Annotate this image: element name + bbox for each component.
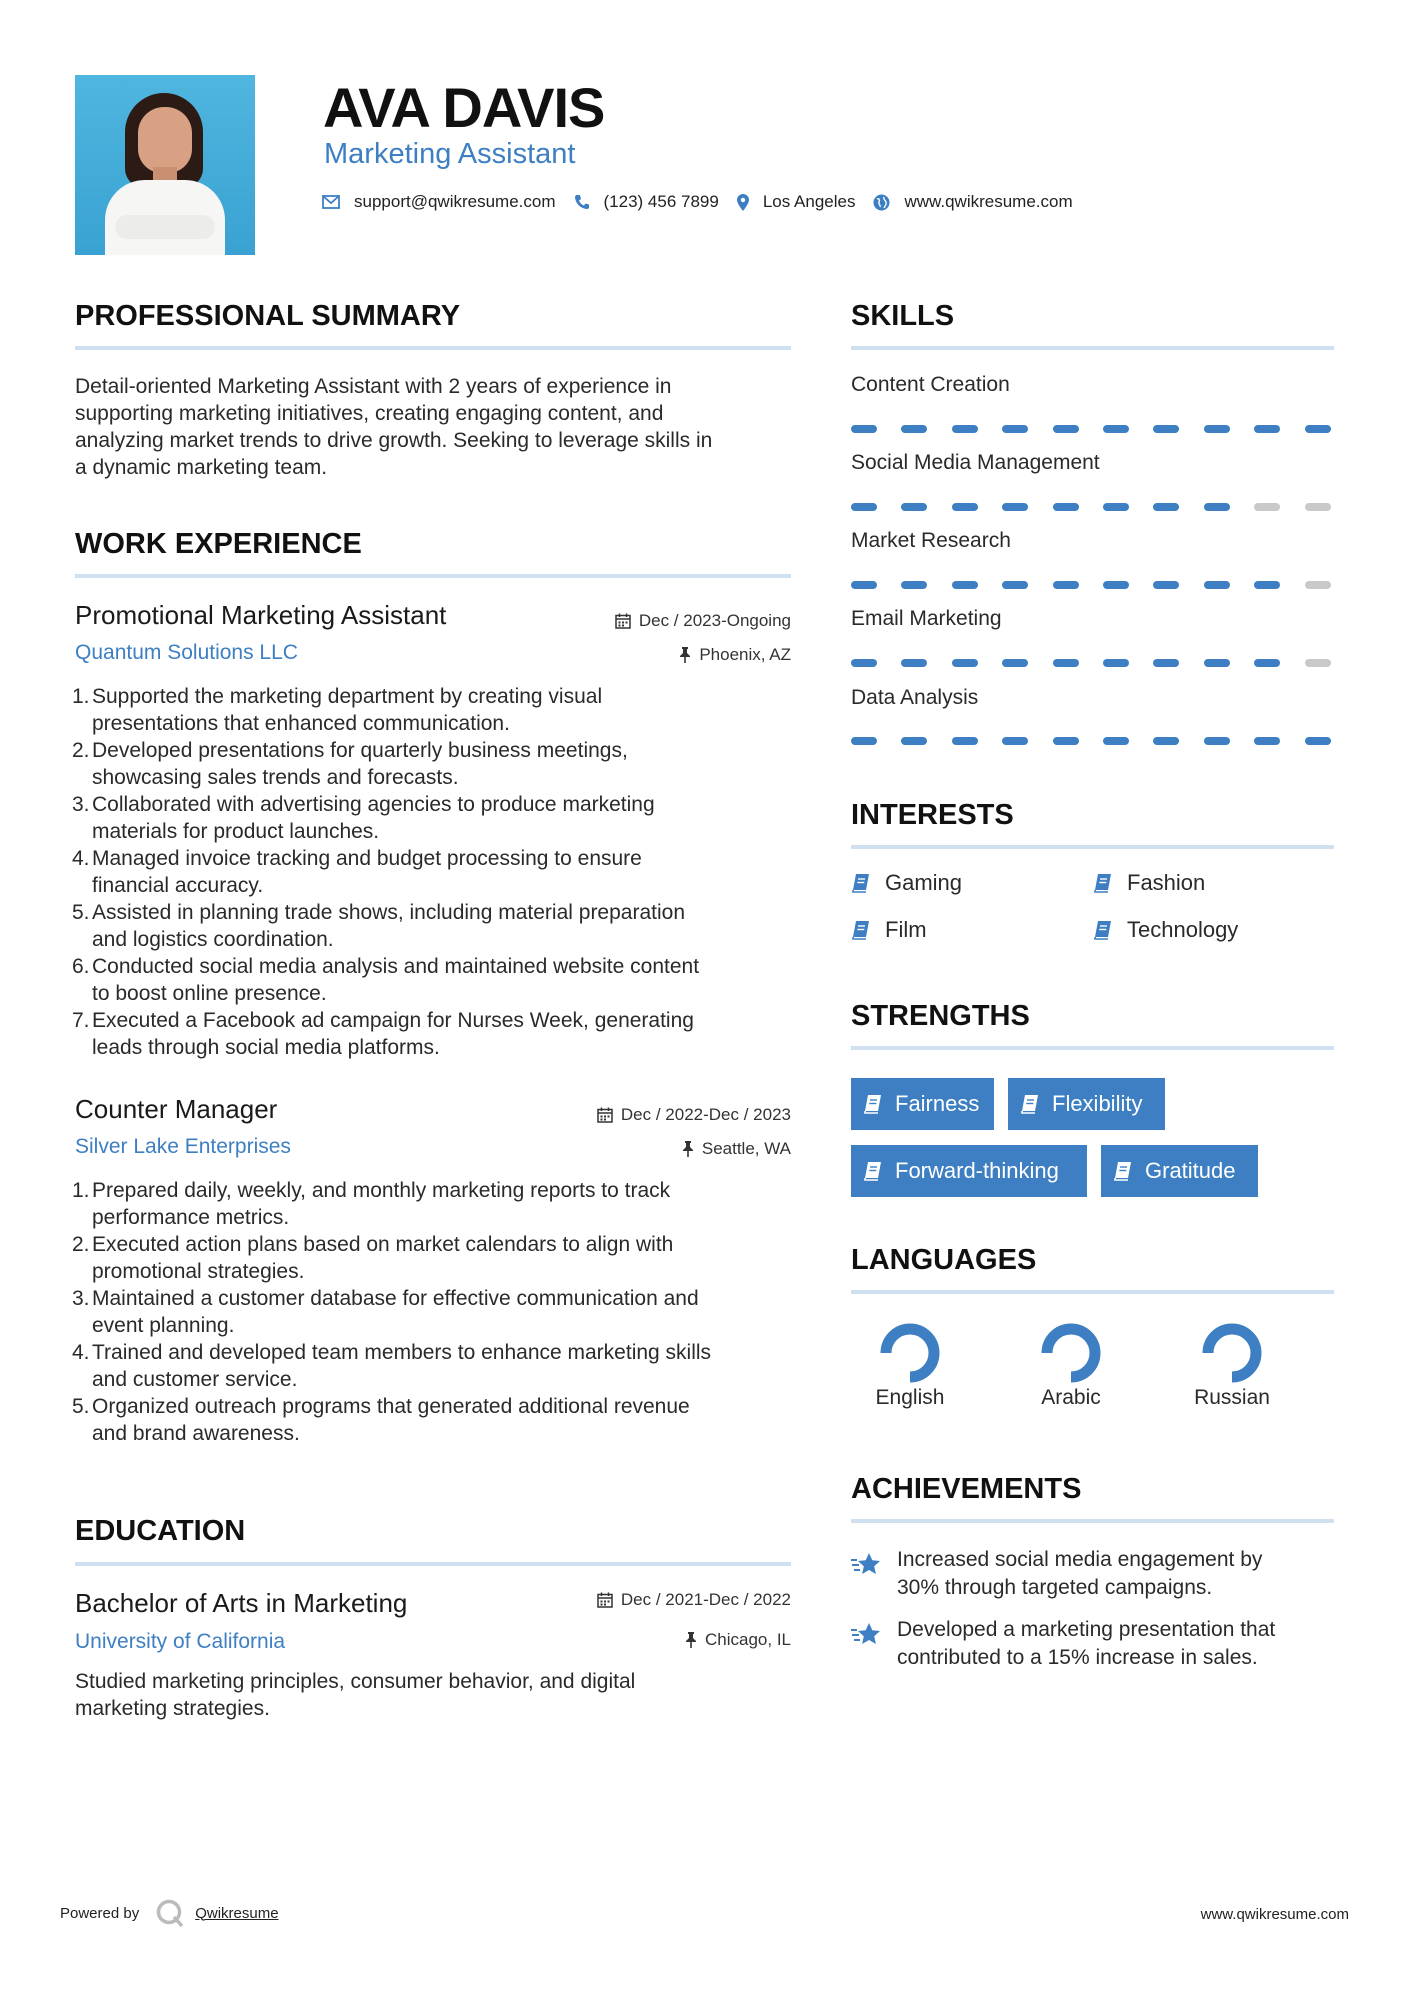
skill-dot-filled <box>1153 581 1179 589</box>
skill-label: Email Marketing <box>851 607 1002 630</box>
skill-dot-filled <box>1103 737 1129 745</box>
skill-dot-filled <box>1204 659 1230 667</box>
footer-powered-by <box>60 1898 279 1928</box>
skill-dot-filled <box>1103 659 1129 667</box>
education-rule <box>75 1562 791 1566</box>
pushpin-icon <box>685 1632 697 1648</box>
skill-label: Market Research <box>851 529 1011 552</box>
pushpin-icon <box>682 1141 694 1157</box>
book-icon <box>863 1094 883 1114</box>
achievements-rule <box>851 1519 1334 1523</box>
skill-dot-filled <box>952 581 978 589</box>
job-location: Phoenix, AZ <box>679 645 791 665</box>
interest-item: Technology <box>1093 917 1238 943</box>
school-name: University of California <box>75 1630 286 1653</box>
star-badge-icon <box>851 1622 883 1648</box>
contact-phone-text: (123) 456 7899 <box>603 192 719 211</box>
education-location: Chicago, IL <box>685 1630 791 1650</box>
education-dates: Dec / 2021-Dec / 2022 <box>597 1590 791 1610</box>
list-item: 2. Executed action plans based on market calendars to align with promotional strategies. <box>72 1233 674 1283</box>
book-icon <box>1113 1161 1133 1181</box>
interests-heading: INTERESTS <box>851 799 1014 831</box>
education-heading: EDUCATION <box>75 1515 246 1547</box>
skill-rating <box>851 425 1355 433</box>
contact-location-text: Los Angeles <box>762 192 856 211</box>
contact-website[interactable] <box>873 192 1072 212</box>
skill-rating <box>851 737 1355 745</box>
skill-dot-filled <box>1254 425 1280 433</box>
skill-dot-filled <box>1153 425 1179 433</box>
summary-rule <box>75 346 791 350</box>
skill-label: Content Creation <box>851 373 1010 396</box>
calendar-icon <box>597 1107 613 1123</box>
list-item: 4. Trained and developed team members to enhance marketing skills and customer service. <box>72 1341 712 1391</box>
skill-dot-filled <box>901 659 927 667</box>
language-level-ring <box>1201 1322 1263 1384</box>
job-bullets <box>72 683 792 1061</box>
summary-heading: PROFESSIONAL SUMMARY <box>75 300 461 332</box>
interest-item: Film <box>851 917 927 943</box>
skill-label: Data Analysis <box>851 686 979 709</box>
skill-dot-filled <box>851 737 877 745</box>
book-icon <box>863 1161 883 1181</box>
skill-rating <box>851 581 1355 589</box>
skill-dot-filled <box>1103 581 1129 589</box>
footer-brand-link[interactable]: Qwikresume <box>195 1904 279 1922</box>
book-icon <box>851 920 871 940</box>
skill-dot-empty <box>1305 659 1331 667</box>
skill-dot-filled <box>952 737 978 745</box>
achievements-heading: ACHIEVEMENTS <box>851 1473 1082 1505</box>
pushpin-icon <box>679 647 691 663</box>
language-item: English <box>850 1322 970 1410</box>
list-item: 3. Collaborated with advertising agencies to produce marketing materials for product launches. <box>72 793 655 843</box>
achievement-item: Developed a marketing presentation that contributed to a 15% increase in sales. <box>851 1616 1347 1672</box>
calendar-icon <box>597 1592 613 1608</box>
job-dates: Dec / 2022-Dec / 2023 <box>597 1105 791 1125</box>
achievement-item: Increased social media engagement by 30% through targeted campaigns. <box>851 1546 1347 1602</box>
experience-heading: WORK EXPERIENCE <box>75 528 362 560</box>
degree-title: Bachelor of Arts in Marketing <box>75 1588 408 1618</box>
job-company: Quantum Solutions LLC <box>75 641 298 664</box>
skill-dot-empty <box>1305 503 1331 511</box>
skill-dot-filled <box>901 503 927 511</box>
job-dates: Dec / 2023-Ongoing <box>615 611 791 631</box>
list-item: 7. Executed a Facebook ad campaign for Nurses Week, generating leads through social media platforms. <box>72 1009 694 1059</box>
skill-dot-filled <box>851 659 877 667</box>
skill-dot-filled <box>1053 425 1079 433</box>
job-title: Counter Manager <box>75 1094 278 1124</box>
book-icon <box>1093 920 1113 940</box>
skill-dot-filled <box>851 503 877 511</box>
skill-dot-filled <box>851 581 877 589</box>
candidate-name: AVA DAVIS <box>323 76 605 139</box>
interest-item: Fashion <box>1093 870 1205 896</box>
job-bullets <box>72 1177 792 1447</box>
footer-website-link[interactable]: www.qwikresume.com <box>1200 1906 1349 1923</box>
book-icon <box>1020 1094 1040 1114</box>
skill-dot-filled <box>1305 425 1331 433</box>
job-location: Seattle, WA <box>682 1139 791 1159</box>
star-badge-icon <box>851 1552 883 1578</box>
skill-dot-filled <box>1153 503 1179 511</box>
skill-dot-filled <box>901 425 927 433</box>
skill-dot-filled <box>1002 503 1028 511</box>
skill-dot-filled <box>1053 503 1079 511</box>
skill-dot-filled <box>1002 659 1028 667</box>
map-pin-icon <box>737 194 749 211</box>
job-title: Promotional Marketing Assistant <box>75 600 447 630</box>
skill-dot-filled <box>901 581 927 589</box>
list-item: 1. Prepared daily, weekly, and monthly marketing reports to track performance metrics. <box>72 1179 671 1229</box>
skill-dot-filled <box>1204 503 1230 511</box>
skill-dot-filled <box>1053 737 1079 745</box>
phone-icon <box>574 194 590 210</box>
skill-dot-filled <box>1254 737 1280 745</box>
skill-dot-filled <box>1053 659 1079 667</box>
summary-text: Detail-oriented Marketing Assistant with 2 years of experience in supporting marketing initiatives, creating engaging content, and analyzing market trends to drive growth. Seeking to leverage skills in a dynamic marketing team. <box>75 375 713 479</box>
contact-website-text: www.qwikresume.com <box>904 192 1073 211</box>
strength-chip: Flexibility <box>1008 1078 1165 1130</box>
book-icon <box>851 873 871 893</box>
list-item: 4. Managed invoice tracking and budget processing to ensure financial accuracy. <box>72 847 642 897</box>
skill-dot-filled <box>1053 581 1079 589</box>
skill-dot-filled <box>1153 659 1179 667</box>
strengths-rule <box>851 1046 1334 1050</box>
skill-dot-filled <box>1002 737 1028 745</box>
strength-chip: Fairness <box>851 1078 994 1130</box>
list-item: 5. Assisted in planning trade shows, including material preparation and logistics coordination. <box>72 901 686 951</box>
contact-bar <box>322 192 1091 212</box>
experience-rule <box>75 574 791 578</box>
book-icon <box>1093 873 1113 893</box>
interests-rule <box>851 845 1334 849</box>
contact-location <box>737 192 856 212</box>
skill-dot-filled <box>1103 503 1129 511</box>
powered-by-label: Powered by <box>60 1904 140 1922</box>
strengths-heading: STRENGTHS <box>851 1000 1030 1032</box>
skill-rating <box>851 659 1355 667</box>
skill-dot-filled <box>1204 425 1230 433</box>
list-item: 5. Organized outreach programs that generated additional revenue and brand awareness. <box>72 1395 690 1445</box>
skill-dot-filled <box>1002 581 1028 589</box>
skill-dot-filled <box>1153 737 1179 745</box>
skill-dot-filled <box>952 503 978 511</box>
list-item: 1. Supported the marketing department by creating visual presentations that enhanced communication. <box>72 685 603 735</box>
skill-label: Social Media Management <box>851 451 1100 474</box>
list-item: 3. Maintained a customer database for effective communication and event planning. <box>72 1287 699 1337</box>
language-item: Arabic <box>1011 1322 1131 1410</box>
profile-photo <box>75 75 255 255</box>
language-item: Russian <box>1172 1322 1292 1410</box>
globe-icon <box>873 194 890 211</box>
skill-dot-filled <box>1103 425 1129 433</box>
languages-rule <box>851 1290 1334 1294</box>
skill-dot-filled <box>952 659 978 667</box>
interest-item: Gaming <box>851 870 962 896</box>
contact-email[interactable] <box>322 192 556 212</box>
skills-heading: SKILLS <box>851 300 955 332</box>
list-item: 2. Developed presentations for quarterly business meetings, showcasing sales trends and forecasts. <box>72 739 628 789</box>
contact-email-text: support@qwikresume.com <box>354 192 556 211</box>
languages-heading: LANGUAGES <box>851 1244 1037 1276</box>
skill-dot-filled <box>851 425 877 433</box>
skill-dot-filled <box>901 737 927 745</box>
strength-chip: Gratitude <box>1101 1145 1258 1197</box>
calendar-icon <box>615 613 631 629</box>
skill-dot-filled <box>1204 737 1230 745</box>
mail-icon <box>322 195 340 209</box>
language-level-ring <box>879 1322 941 1384</box>
skill-dot-filled <box>1002 425 1028 433</box>
education-description: Studied marketing principles, consumer behavior, and digital marketing strategies. <box>75 1670 636 1720</box>
list-item: 6. Conducted social media analysis and maintained website content to boost online presence. <box>72 955 700 1005</box>
skill-dot-empty <box>1254 503 1280 511</box>
language-level-ring <box>1040 1322 1102 1384</box>
skill-dot-empty <box>1305 581 1331 589</box>
skill-dot-filled <box>952 425 978 433</box>
candidate-role: Marketing Assistant <box>324 138 576 170</box>
skill-rating <box>851 503 1355 511</box>
qwikresume-logo-icon <box>155 1898 185 1928</box>
skill-dot-filled <box>1254 581 1280 589</box>
skill-dot-filled <box>1254 659 1280 667</box>
strength-chip: Forward-thinking <box>851 1145 1087 1197</box>
skill-dot-filled <box>1204 581 1230 589</box>
skill-dot-filled <box>1305 737 1331 745</box>
skills-rule <box>851 346 1334 350</box>
contact-phone[interactable] <box>574 192 719 212</box>
job-company: Silver Lake Enterprises <box>75 1135 291 1158</box>
